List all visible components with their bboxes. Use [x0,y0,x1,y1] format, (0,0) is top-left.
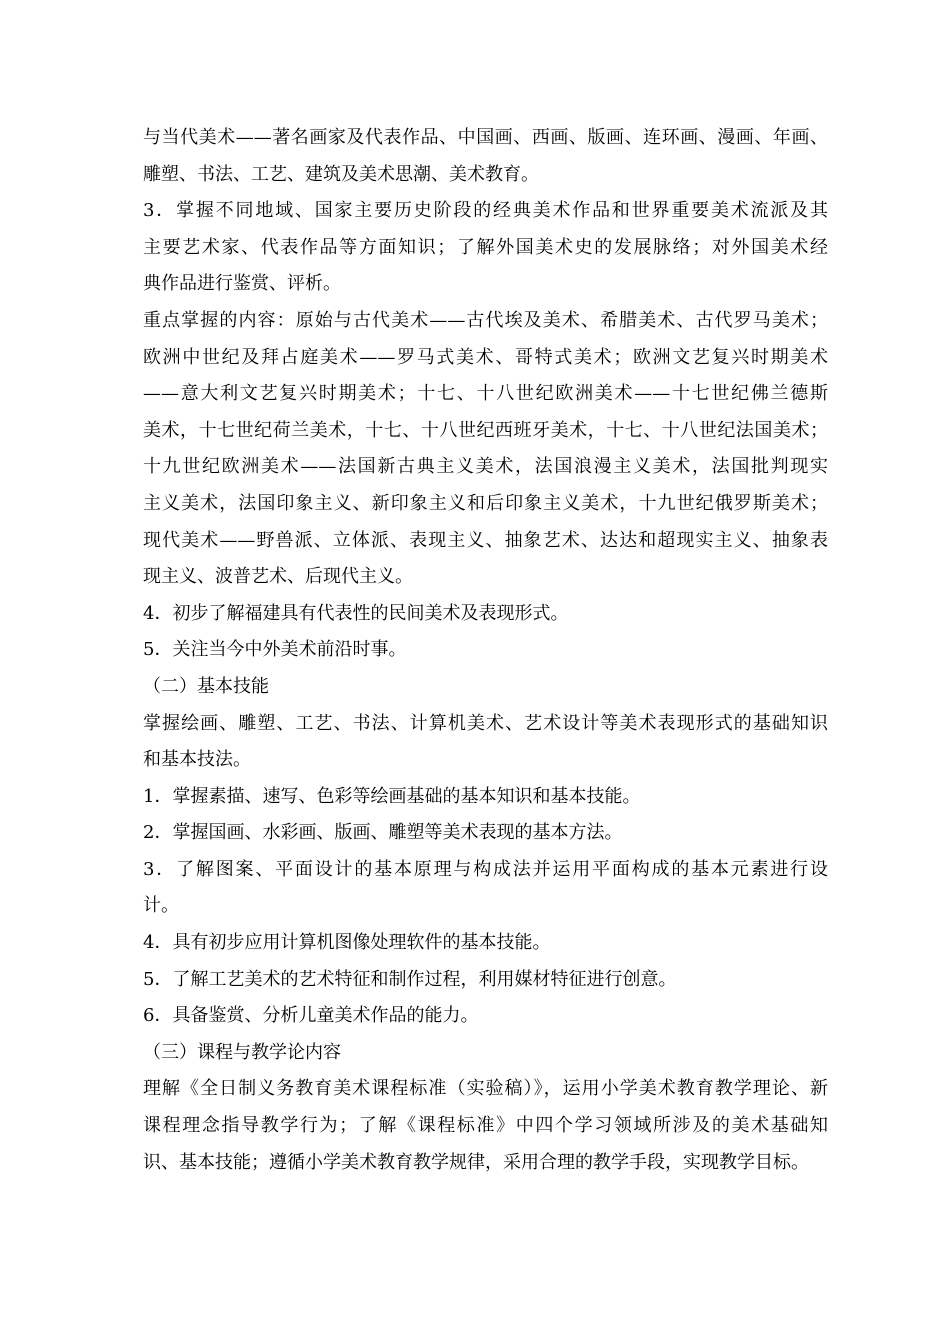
text-line: 2．掌握国画、水彩画、版画、雕塑等美术表现的基本方法。 [143,822,623,844]
text-line: 5．了解工艺美术的艺术特征和制作过程，利用媒材特征进行创意。 [143,968,677,990]
text-line: 与当代美术——著名画家及代表作品、中国画、西画、版画、连环画、漫画、年画、 [143,127,828,148]
text-line: 现代美术——野兽派、立体派、表现主义、抽象艺术、达达和超现实主义、抽象表 [143,529,828,551]
text-line: 典作品进行鉴赏、评析。 [143,273,341,295]
text-line: ——意大利文艺复兴时期美术；十七、十八世纪欧洲美术——十七世纪佛兰德斯 [143,383,828,405]
text-line: 1．掌握素描、速写、色彩等绘画基础的基本知识和基本技能。 [143,785,641,807]
text-line: 雕塑、书法、工艺、建筑及美术思潮、美术教育。 [143,163,539,185]
text-line: 4．初步了解福建具有代表性的民间美术及表现形式。 [143,602,569,624]
text-line: 和基本技法。 [143,749,251,771]
text-line: 掌握绘画、雕塑、工艺、书法、计算机美术、艺术设计等美术表现形式的基础知识 [143,712,828,734]
text-line: 课程理念指导教学行为；了解《课程标准》中四个学习领域所涉及的美术基础知 [143,1115,828,1137]
text-line: 6．具备鉴赏、分析儿童美术作品的能力。 [143,1005,479,1027]
text-line: 4．具有初步应用计算机图像处理软件的基本技能。 [143,932,551,954]
text-line: 主义美术，法国印象主义、新印象主义和后印象主义美术，十九世纪俄罗斯美术； [143,492,828,514]
section-heading: （二）基本技能 [143,675,269,697]
text-line: 现主义、波普艺术、后现代主义。 [143,566,413,588]
text-line: 5．关注当今中外美术前沿时事。 [143,639,407,661]
text-line: 重点掌握的内容：原始与古代美术——古代埃及美术、希腊美术、古代罗马美术； [143,309,828,331]
text-line: 3．掌握不同地域、国家主要历史阶段的经典美术作品和世界重要美术流派及其 [143,200,828,222]
text-line: 理解《全日制义务教育美术课程标准（实验稿）》，运用小学美术教育教学理论、新 [143,1078,828,1100]
text-line: 主要艺术家、代表作品等方面知识；了解外国美术史的发展脉络；对外国美术经 [143,236,828,258]
text-line: 十九世纪欧洲美术——法国新古典主义美术，法国浪漫主义美术，法国批判现实 [143,456,828,478]
text-line: 3．了解图案、平面设计的基本原理与构成法并运用平面构成的基本元素进行设 [143,858,828,880]
document-body [143,120,828,1181]
section-heading: （三）课程与教学论内容 [143,1041,341,1063]
text-line: 美术，十七世纪荷兰美术，十七、十八世纪西班牙美术，十七、十八世纪法国美术； [143,419,828,441]
text-line: 识、基本技能；遵循小学美术教育教学规律，采用合理的教学手段，实现教学目标。 [143,1151,809,1173]
text-line: 欧洲中世纪及拜占庭美术——罗马式美术、哥特式美术；欧洲文艺复兴时期美术 [143,346,828,368]
text-line: 计。 [143,895,179,917]
